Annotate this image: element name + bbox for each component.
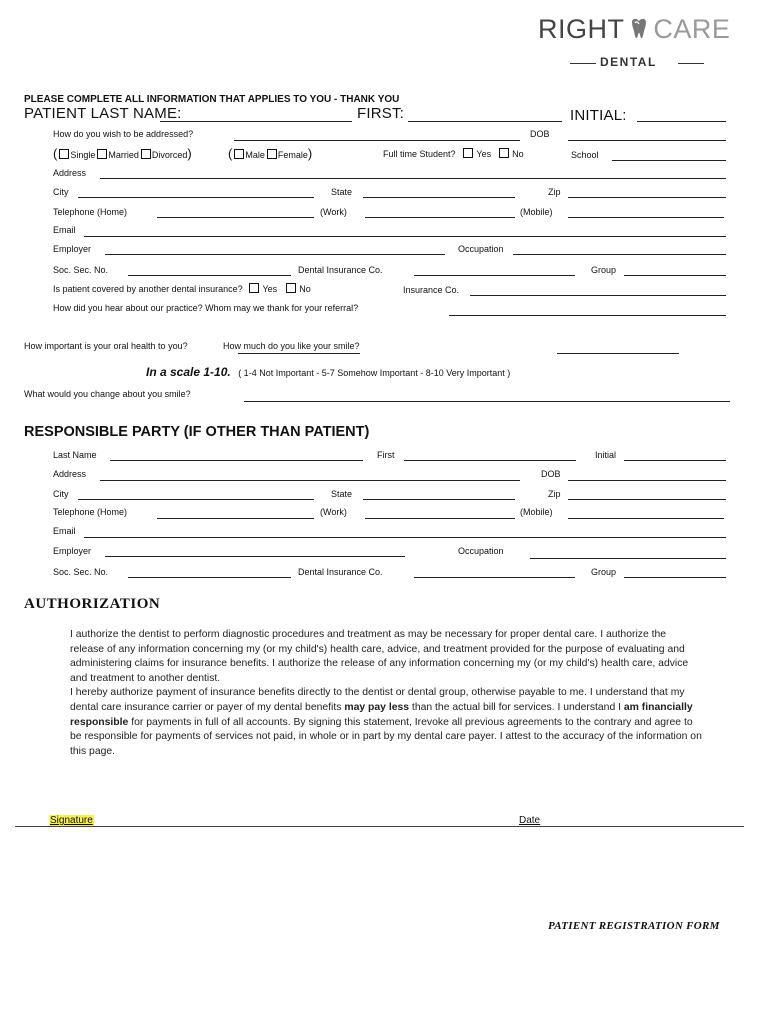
scale-bold: In a scale 1-10. [146, 365, 231, 379]
rp-address-label: Address [53, 469, 87, 479]
date-label: Date [519, 815, 541, 826]
married-label: Married [108, 150, 139, 160]
rating-field[interactable] [557, 353, 679, 354]
state-field[interactable] [363, 197, 515, 198]
scale-explanation: ( 1-4 Not Important - 5-7 Somehow Important - 8-10 Very Important ) [238, 368, 511, 378]
rp-ssn-field[interactable] [128, 577, 291, 578]
address-label: Address [53, 168, 87, 178]
ssn-field[interactable] [128, 275, 291, 276]
tel-work-field[interactable] [365, 217, 515, 218]
logo-subtitle: DENTAL [600, 55, 657, 69]
rp-state-field[interactable] [363, 499, 515, 500]
referral-field[interactable] [449, 315, 726, 316]
tel-mobile-field[interactable] [568, 217, 724, 218]
addressed-field[interactable] [234, 140, 520, 141]
rp-email-label: Email [53, 526, 76, 536]
dental-ins-label: Dental Insurance Co. [298, 265, 383, 275]
other-ins-co-label: Insurance Co. [403, 285, 460, 295]
scale-note [146, 363, 510, 381]
group-field[interactable] [624, 275, 726, 276]
rp-occupation-label: Occupation [458, 546, 504, 556]
logo-rule-left [570, 63, 596, 64]
patient-first-label: FIRST: [357, 105, 405, 122]
intro-text: PLEASE COMPLETE ALL INFORMATION THAT APPLIES TO YOU - THANK YOU [24, 94, 400, 105]
single-checkbox[interactable] [59, 149, 69, 159]
authorization-heading: AUTHORIZATION [24, 596, 161, 612]
student-yes-label: Yes [476, 149, 492, 159]
rp-initial-label: Initial [595, 450, 617, 460]
rp-zip-label: Zip [548, 489, 561, 499]
covered-no-label: No [299, 284, 311, 294]
patient-last-name-label: PATIENT LAST NAME: [24, 105, 182, 122]
logo-care-text: CARE [653, 14, 731, 44]
form-footer-title: PATIENT REGISTRATION FORM [548, 920, 720, 932]
female-label: Female [277, 150, 308, 160]
tel-mobile-label: (Mobile) [520, 207, 553, 217]
oral-health-question: How important is your oral health to you? [24, 341, 188, 351]
rp-dental-ins-label: Dental Insurance Co. [298, 567, 383, 577]
dob-label: DOB [530, 129, 550, 139]
student-no-checkbox[interactable] [499, 148, 509, 158]
rp-email-field[interactable] [84, 537, 726, 538]
male-checkbox[interactable] [234, 149, 244, 159]
signature-highlight: Signature [50, 815, 93, 826]
referral-label: How did you hear about our practice? Whom may we thank for your referral? [53, 303, 359, 313]
divorced-checkbox[interactable] [141, 149, 151, 159]
rp-tel-work-label: (Work) [320, 507, 347, 517]
marital-status-group: ( Single Married Divorced) [53, 146, 192, 161]
tel-home-label: Telephone (Home) [53, 207, 128, 217]
rp-initial-field[interactable] [624, 460, 726, 461]
rp-first-field[interactable] [404, 460, 576, 461]
rp-last-name-field[interactable] [110, 460, 363, 461]
rp-tel-home-label: Telephone (Home) [53, 507, 128, 517]
dental-ins-field[interactable] [414, 275, 575, 276]
rp-state-label: State [331, 489, 353, 499]
smile-question-underline [238, 353, 360, 354]
divorced-label: Divorced [151, 150, 188, 160]
state-label: State [331, 187, 353, 197]
covered-yes-checkbox[interactable] [249, 283, 259, 293]
patient-last-name-field[interactable] [160, 121, 352, 122]
female-checkbox[interactable] [267, 149, 277, 159]
rp-address-field[interactable] [100, 480, 520, 481]
covered-yes-label: Yes [262, 284, 278, 294]
responsible-heading: RESPONSIBLE PARTY (IF OTHER THAN PATIENT) [24, 424, 370, 440]
fulltime-student-group [383, 148, 524, 159]
rp-tel-mobile-field[interactable] [568, 518, 724, 519]
patient-initial-field[interactable] [637, 121, 726, 122]
ssn-label: Soc. Sec. No. [53, 265, 109, 275]
addressed-label: How do you wish to be addressed? [53, 129, 194, 139]
zip-field[interactable] [568, 197, 726, 198]
change-smile-field[interactable] [244, 401, 730, 402]
city-label: City [53, 187, 69, 197]
city-field[interactable] [78, 197, 314, 198]
smile-question: How much do you like your smile? [223, 341, 360, 351]
occupation-label: Occupation [458, 244, 504, 254]
logo-right-text: RIGHT [538, 14, 625, 44]
rp-dob-field[interactable] [568, 480, 726, 481]
employer-field[interactable] [105, 254, 445, 255]
zip-label: Zip [548, 187, 561, 197]
tel-work-label: (Work) [320, 207, 347, 217]
rp-employer-label: Employer [53, 546, 92, 556]
student-yes-checkbox[interactable] [463, 148, 473, 158]
single-label: Single [70, 150, 96, 160]
authorization-paragraph-1: I authorize the dentist to perform diagnostic procedures and treatment as may be necessary for proper dental care. I authorize the release of any information concerning my (or my child's) health care, advice, and treatment provided for the purpose of evaluating and administering claims for insurance benefits. I authorize the release of any information concerning my (or my child's) health care, advice and treatment to another dentist. [70, 629, 689, 684]
change-smile-question: What would you change about you smile? [24, 389, 191, 399]
rp-zip-field[interactable] [568, 499, 726, 500]
rp-dob-label: DOB [541, 469, 561, 479]
occupation-field[interactable] [513, 254, 726, 255]
rp-ssn-label: Soc. Sec. No. [53, 567, 109, 577]
address-field[interactable] [100, 178, 726, 179]
covered-no-checkbox[interactable] [286, 283, 296, 293]
covered-group [53, 283, 311, 294]
dob-field[interactable] [568, 140, 726, 141]
patient-initial-label: INITIAL: [570, 107, 627, 124]
student-no-label: No [512, 149, 524, 159]
signature-label [49, 815, 94, 826]
rp-first-label: First [377, 450, 395, 460]
employer-label: Employer [53, 244, 92, 254]
group-label: Group [591, 265, 617, 275]
other-ins-co-field[interactable] [470, 295, 726, 296]
rp-group-field[interactable] [624, 577, 726, 578]
authorization-paragraph-2: I hereby authorize payment of insurance benefits directly to the dentist or dental group, otherwise payable to me. I understand that my dental care insurance carrier or payer of my dental benefits may pay less than the actual bill for services. I understand I am financially responsible for payments in full of all accounts. By signing this statement, Irevoke all previous agreements to the contrary and agree to be responsible for payments of services not paid, in whole or in part by my dental care payer. I attest to the accuracy of the information on this page. [70, 687, 702, 757]
tooth-icon [629, 18, 649, 40]
rp-employer-field[interactable] [105, 556, 405, 557]
rp-tel-mobile-label: (Mobile) [520, 507, 553, 517]
logo-rule-right [678, 63, 704, 64]
school-field[interactable] [612, 160, 726, 161]
rp-tel-home-field[interactable] [157, 518, 314, 519]
rp-dental-ins-field[interactable] [414, 577, 575, 578]
rp-occupation-field[interactable] [530, 558, 726, 559]
logo [538, 14, 730, 45]
covered-label: Is patient covered by another dental insurance? [53, 284, 243, 294]
rp-city-field[interactable] [78, 499, 314, 500]
authorization-text [70, 628, 702, 759]
school-label: School [571, 150, 599, 160]
rp-group-label: Group [591, 567, 617, 577]
gender-group: ( Male Female) [228, 146, 313, 161]
email-label: Email [53, 225, 76, 235]
tel-home-field[interactable] [157, 217, 314, 218]
fulltime-label: Full time Student? [383, 149, 456, 159]
signature-field[interactable] [15, 826, 744, 827]
patient-first-field[interactable] [408, 121, 562, 122]
rp-last-name-label: Last Name [53, 450, 97, 460]
rp-city-label: City [53, 489, 69, 499]
married-checkbox[interactable] [97, 149, 107, 159]
email-field[interactable] [84, 236, 726, 237]
rp-tel-work-field[interactable] [365, 518, 515, 519]
male-label: Male [245, 150, 265, 160]
